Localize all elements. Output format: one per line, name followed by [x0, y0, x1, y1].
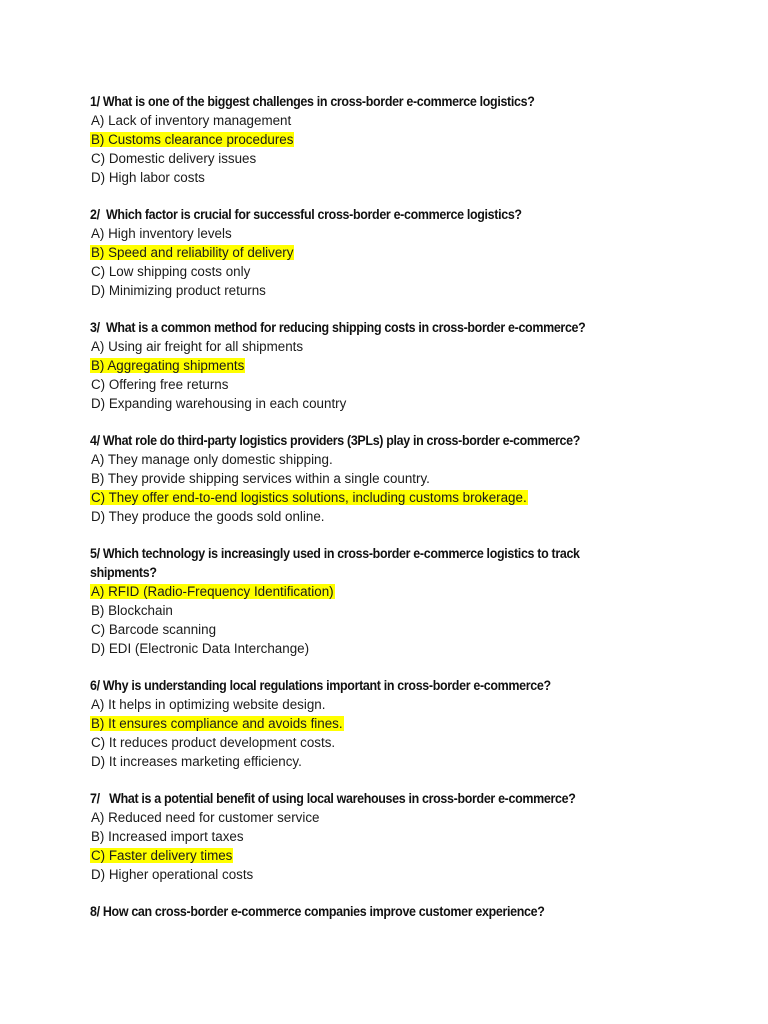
- answer-option: [90, 507, 650, 526]
- answer-option-text: A) They manage only domestic shipping.: [91, 452, 333, 467]
- answer-option-correct: [90, 130, 650, 149]
- answer-option-correct: [90, 714, 650, 733]
- answer-option: [90, 620, 650, 639]
- answer-option-text: A) RFID (Radio-Frequency Identification): [91, 584, 334, 599]
- question-text: 1/ What is one of the biggest challenges in cross-border e-commerce logistics?: [90, 94, 535, 109]
- answer-option-text: D) Higher operational costs: [91, 867, 254, 882]
- answer-option-text: C) Barcode scanning: [91, 622, 217, 637]
- question-block: [90, 92, 650, 187]
- answer-option: [90, 450, 650, 469]
- answer-option: [90, 149, 650, 168]
- answer-option-correct: [90, 846, 650, 865]
- question-text: 4/ What role do third-party logistics providers (3PLs) play in cross-border e-commerce?: [90, 433, 581, 448]
- answer-option: [90, 375, 650, 394]
- question-block: [90, 431, 650, 526]
- answer-option: [90, 469, 650, 488]
- answer-option-text: B) Increased import taxes: [91, 829, 244, 844]
- answer-option-text: B) They provide shipping services within a single country.: [91, 471, 430, 486]
- answer-option: [90, 808, 650, 827]
- answer-options: [90, 582, 650, 658]
- answer-option: [90, 865, 650, 884]
- answer-options: [90, 337, 650, 413]
- answer-option: [90, 733, 650, 752]
- answer-option-text: A) High inventory levels: [91, 226, 232, 241]
- answer-option-correct: [90, 582, 650, 601]
- answer-option: [90, 224, 650, 243]
- answer-option: [90, 281, 650, 300]
- answer-option-text: D) High labor costs: [91, 170, 205, 185]
- question-block: [90, 902, 650, 921]
- question-block: [90, 676, 650, 771]
- answer-option: [90, 827, 650, 846]
- question-text: 2/ Which factor is crucial for successful cross-border e-commerce logistics?: [90, 207, 522, 222]
- question-block: [90, 205, 650, 300]
- answer-options: [90, 224, 650, 300]
- question-block: [90, 544, 650, 658]
- answer-option-correct: [90, 243, 650, 262]
- answer-option: [90, 752, 650, 771]
- answer-option-text: B) Customs clearance procedures: [91, 132, 294, 147]
- question-block: [90, 318, 650, 413]
- answer-option: [90, 168, 650, 187]
- answer-option-text: B) It ensures compliance and avoids fines.: [91, 716, 343, 731]
- answer-option-text: C) Domestic delivery issues: [91, 151, 257, 166]
- answer-option: [90, 337, 650, 356]
- question-block: [90, 789, 650, 884]
- answer-option-text: A) Using air freight for all shipments: [91, 339, 304, 354]
- document-page: [90, 92, 650, 939]
- answer-option: [90, 639, 650, 658]
- answer-option-correct: [90, 488, 650, 507]
- answer-option-text: D) It increases marketing efficiency.: [91, 754, 302, 769]
- answer-option-text: C) Low shipping costs only: [91, 264, 251, 279]
- answer-options: [90, 111, 650, 187]
- answer-option-text: C) Offering free returns: [91, 377, 229, 392]
- question-text: 3/ What is a common method for reducing shipping costs in cross-border e-commerce?: [90, 320, 586, 335]
- answer-option-text: D) Minimizing product returns: [91, 283, 266, 298]
- answer-option-text: B) Aggregating shipments: [91, 358, 245, 373]
- answer-option-text: C) Faster delivery times: [91, 848, 233, 863]
- answer-option-text: D) EDI (Electronic Data Interchange): [91, 641, 310, 656]
- answer-options: [90, 695, 650, 771]
- question-text: 6/ Why is understanding local regulations important in cross-border e-commerce?: [90, 678, 551, 693]
- answer-option: [90, 601, 650, 620]
- answer-options: [90, 450, 650, 526]
- answer-option-text: A) Reduced need for customer service: [91, 810, 320, 825]
- answer-option-text: A) Lack of inventory management: [91, 113, 292, 128]
- answer-option-text: A) It helps in optimizing website design.: [91, 697, 326, 712]
- question-text: 8/ How can cross-border e-commerce companies improve customer experience?: [90, 904, 545, 919]
- answer-option: [90, 394, 650, 413]
- answer-option: [90, 111, 650, 130]
- answer-option-text: B) Blockchain: [91, 603, 173, 618]
- question-text: 5/ Which technology is increasingly used in cross-border e-commerce logistics to track shipments?: [90, 546, 580, 580]
- answer-options: [90, 808, 650, 884]
- question-text: 7/ What is a potential benefit of using local warehouses in cross-border e-commerce?: [90, 791, 576, 806]
- answer-option-text: D) Expanding warehousing in each country: [91, 396, 347, 411]
- answer-option: [90, 695, 650, 714]
- answer-option-text: C) It reduces product development costs.: [91, 735, 336, 750]
- answer-option: [90, 262, 650, 281]
- answer-option-text: D) They produce the goods sold online.: [91, 509, 325, 524]
- answer-option-correct: [90, 356, 650, 375]
- answer-option-text: C) They offer end-to-end logistics solutions, including customs brokerage.: [91, 490, 527, 505]
- answer-option-text: B) Speed and reliability of delivery: [91, 245, 294, 260]
